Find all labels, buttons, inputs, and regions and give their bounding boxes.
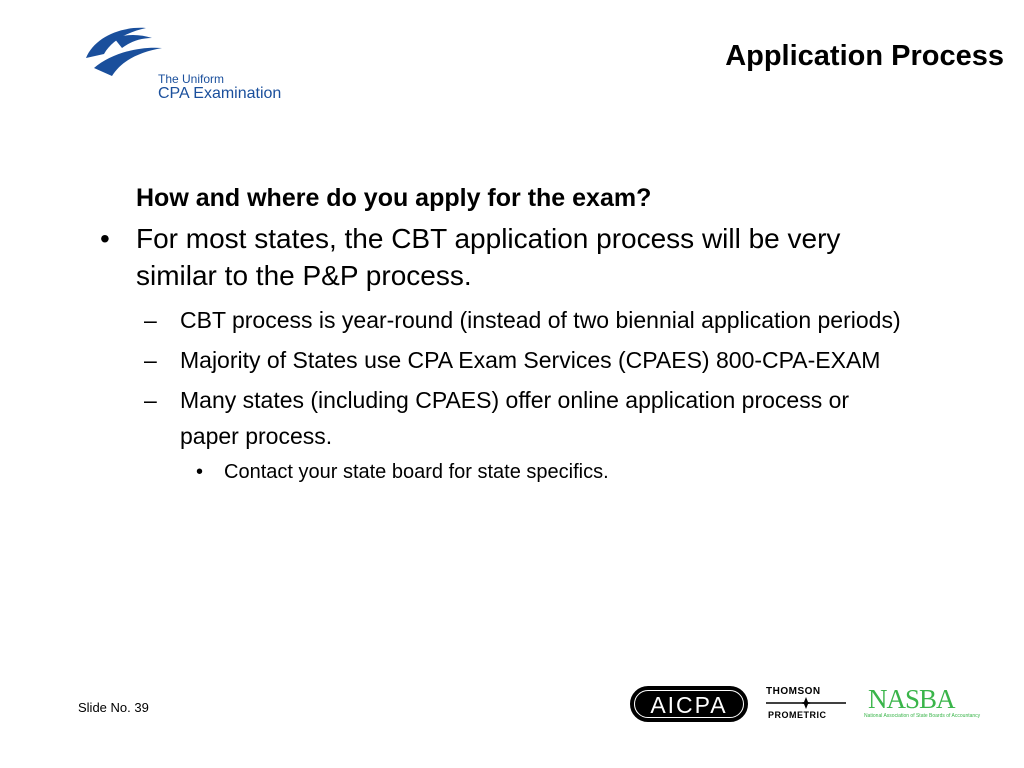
sub-bullet-item xyxy=(144,382,960,454)
cpa-exam-logo xyxy=(84,24,304,108)
logo-line-2: CPA Examination xyxy=(158,85,282,102)
sub-bullet-text: Many states (including CPAES) offer online application process or paper process. xyxy=(180,387,850,449)
sub-bullet-item xyxy=(144,302,960,338)
nasba-subtitle: National Association of State Boards of Accountancy xyxy=(864,713,981,719)
nasba-logo-text: NASBA xyxy=(868,684,955,714)
thomson-prometric-logo xyxy=(764,686,848,726)
dash-icon: – xyxy=(144,307,157,333)
aicpa-logo-text: AICPA xyxy=(634,690,744,718)
sub-bullet-text: Majority of States use CPA Exam Services (CPAES) 800-CPA-EXAM xyxy=(180,347,881,373)
dash-icon: – xyxy=(144,347,157,373)
sub-bullet-item xyxy=(144,342,960,378)
sub-sub-bullet-text: Contact your state board for state specifics. xyxy=(224,461,609,483)
logo-line-1: The Uniform xyxy=(158,72,225,86)
thomson-text: THOMSON xyxy=(766,686,821,697)
sub-bullet-text: CBT process is year-round (instead of two biennial application periods) xyxy=(180,307,901,333)
bullet-item xyxy=(100,220,960,294)
nasba-logo xyxy=(860,684,981,724)
star-line-icon xyxy=(764,697,848,709)
swoosh-logo-icon xyxy=(84,24,164,84)
bullet-icon: • xyxy=(100,223,110,254)
dash-icon: – xyxy=(144,387,157,413)
sub-sub-bullet-item xyxy=(196,458,960,486)
aicpa-logo xyxy=(630,686,748,722)
slide-number: Slide No. 39 xyxy=(78,700,149,715)
slide-body xyxy=(100,178,960,486)
slide-title: Application Process xyxy=(725,40,1004,72)
bullet-text: For most states, the CBT application process will be very similar to the P&P process. xyxy=(136,223,841,291)
bullet-icon: • xyxy=(196,461,204,483)
question-heading: How and where do you apply for the exam? xyxy=(136,184,652,212)
prometric-text: PROMETRIC xyxy=(768,710,827,720)
